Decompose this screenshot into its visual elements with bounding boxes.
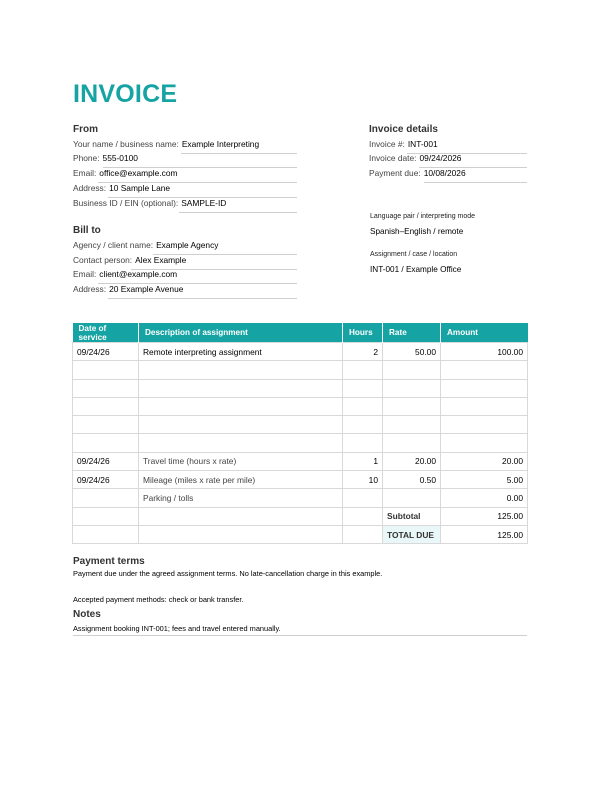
cell-rate[interactable]: 20.00 bbox=[383, 452, 441, 470]
field-value: client@example.com bbox=[99, 269, 178, 279]
field-value: Example Interpreting bbox=[181, 139, 260, 149]
cell-description[interactable] bbox=[139, 397, 343, 415]
cell-empty bbox=[139, 525, 343, 543]
total-row bbox=[73, 525, 528, 543]
cell-description[interactable] bbox=[139, 379, 343, 397]
field-underline bbox=[179, 212, 297, 213]
payment-terms-text[interactable]: Payment due under the agreed assignment terms. No late-cancellation charge in this example. bbox=[73, 569, 383, 578]
cell-date[interactable]: 09/24/26 bbox=[73, 452, 139, 470]
cell-amount[interactable]: 20.00 bbox=[441, 452, 528, 470]
subtotal-label: Subtotal bbox=[383, 507, 441, 525]
field-value: 10 Sample Lane bbox=[109, 183, 171, 193]
notes-heading: Notes bbox=[73, 609, 101, 620]
cell-description[interactable]: Mileage (miles x rate per mile) bbox=[139, 471, 343, 489]
cell-empty bbox=[343, 507, 383, 525]
field-value: Example Agency bbox=[156, 240, 219, 250]
field-value: 20 Example Avenue bbox=[109, 284, 184, 294]
payment-methods-text[interactable]: Accepted payment methods: check or bank transfer. bbox=[73, 595, 244, 604]
cell-hours[interactable]: 1 bbox=[343, 452, 383, 470]
cell-rate[interactable] bbox=[383, 416, 441, 434]
table-row bbox=[73, 416, 528, 434]
invoice-number-field[interactable] bbox=[369, 139, 438, 151]
notes-text[interactable]: Assignment booking INT-001; fees and travel entered manually. bbox=[73, 624, 527, 636]
total-due-value: 125.00 bbox=[441, 525, 528, 543]
field-value: 09/24/2026 bbox=[419, 153, 462, 163]
cell-empty bbox=[343, 525, 383, 543]
cell-rate[interactable]: 50.00 bbox=[383, 343, 441, 361]
cell-date[interactable]: 09/24/26 bbox=[73, 343, 139, 361]
cell-rate[interactable] bbox=[383, 434, 441, 452]
cell-rate[interactable] bbox=[383, 489, 441, 507]
cell-empty bbox=[73, 507, 139, 525]
cell-amount[interactable] bbox=[441, 361, 528, 379]
field-label: Address: bbox=[73, 284, 107, 294]
cell-hours[interactable] bbox=[343, 361, 383, 379]
header-date: Date of service bbox=[73, 323, 139, 343]
from-business-id-field[interactable] bbox=[73, 198, 226, 210]
cell-rate[interactable]: 0.50 bbox=[383, 471, 441, 489]
table-row bbox=[73, 343, 528, 361]
bill-to-agency-field[interactable] bbox=[73, 240, 218, 252]
bill-to-contact-field[interactable] bbox=[73, 255, 186, 267]
invoice-title: INVOICE bbox=[73, 80, 178, 108]
line-items-table bbox=[72, 323, 528, 544]
subtotal-value: 125.00 bbox=[441, 507, 528, 525]
field-label: Phone: bbox=[73, 153, 100, 163]
field-underline bbox=[424, 182, 527, 183]
table-row bbox=[73, 361, 528, 379]
cell-rate[interactable] bbox=[383, 379, 441, 397]
field-value: INT-001 bbox=[407, 139, 438, 149]
header-hours: Hours bbox=[343, 323, 383, 343]
assignment-value[interactable]: INT-001 / Example Office bbox=[370, 265, 462, 274]
cell-amount[interactable] bbox=[441, 397, 528, 415]
bill-to-email-field[interactable] bbox=[73, 269, 177, 281]
field-label: Email: bbox=[73, 269, 97, 279]
cell-description[interactable]: Parking / tolls bbox=[139, 489, 343, 507]
cell-date[interactable] bbox=[73, 397, 139, 415]
invoice-details-heading: Invoice details bbox=[369, 124, 438, 135]
field-label: Agency / client name: bbox=[73, 240, 154, 250]
cell-hours[interactable] bbox=[343, 379, 383, 397]
cell-description[interactable] bbox=[139, 434, 343, 452]
table-row bbox=[73, 471, 528, 489]
subtotal-row bbox=[73, 507, 528, 525]
cell-amount[interactable]: 5.00 bbox=[441, 471, 528, 489]
cell-date[interactable] bbox=[73, 379, 139, 397]
cell-amount[interactable]: 100.00 bbox=[441, 343, 528, 361]
cell-date[interactable] bbox=[73, 361, 139, 379]
field-value: 555-0100 bbox=[102, 153, 138, 163]
field-label: Address: bbox=[73, 183, 107, 193]
header-rate: Rate bbox=[383, 323, 441, 343]
cell-hours[interactable] bbox=[343, 489, 383, 507]
field-underline bbox=[108, 298, 297, 299]
cell-hours[interactable]: 10 bbox=[343, 471, 383, 489]
field-label: Contact person: bbox=[73, 255, 133, 265]
table-row bbox=[73, 434, 528, 452]
field-label: Invoice #: bbox=[369, 139, 405, 149]
cell-amount[interactable] bbox=[441, 434, 528, 452]
from-address-field[interactable] bbox=[73, 183, 170, 195]
cell-hours[interactable] bbox=[343, 416, 383, 434]
cell-date[interactable]: 09/24/26 bbox=[73, 471, 139, 489]
cell-empty bbox=[139, 507, 343, 525]
cell-date[interactable] bbox=[73, 489, 139, 507]
assignment-label: Assignment / case / location bbox=[370, 251, 458, 258]
from-name-field[interactable] bbox=[73, 139, 259, 151]
cell-hours[interactable] bbox=[343, 434, 383, 452]
field-label: Payment due: bbox=[369, 168, 421, 178]
cell-description[interactable] bbox=[139, 361, 343, 379]
bill-to-address-field[interactable] bbox=[73, 284, 183, 296]
cell-amount[interactable]: 0.00 bbox=[441, 489, 528, 507]
table-header-row bbox=[73, 323, 528, 343]
cell-rate[interactable] bbox=[383, 361, 441, 379]
table-row bbox=[73, 452, 528, 470]
cell-hours[interactable] bbox=[343, 397, 383, 415]
payment-due-field[interactable] bbox=[369, 168, 466, 180]
cell-description[interactable]: Travel time (hours x rate) bbox=[139, 452, 343, 470]
field-value: Alex Example bbox=[135, 255, 187, 265]
bill-to-heading: Bill to bbox=[73, 225, 101, 236]
cell-amount[interactable] bbox=[441, 379, 528, 397]
total-due-label: TOTAL DUE bbox=[383, 525, 441, 543]
cell-description[interactable]: Remote interpreting assignment bbox=[139, 343, 343, 361]
table-row bbox=[73, 489, 528, 507]
from-phone-field[interactable] bbox=[73, 153, 138, 165]
field-label: Email: bbox=[73, 168, 97, 178]
header-amount: Amount bbox=[441, 323, 528, 343]
cell-amount[interactable] bbox=[441, 416, 528, 434]
field-label: Invoice date: bbox=[369, 153, 417, 163]
field-value: office@example.com bbox=[99, 168, 178, 178]
cell-description[interactable] bbox=[139, 416, 343, 434]
header-description: Description of assignment bbox=[139, 323, 343, 343]
language-label: Language pair / interpreting mode bbox=[370, 213, 476, 220]
field-label: Business ID / EIN (optional): bbox=[73, 198, 179, 208]
field-value: 10/08/2026 bbox=[423, 168, 466, 178]
invoice-date-field[interactable] bbox=[369, 153, 461, 165]
from-email-field[interactable] bbox=[73, 168, 177, 180]
field-label: Your name / business name: bbox=[73, 139, 179, 149]
field-value: SAMPLE-ID bbox=[181, 198, 227, 208]
cell-rate[interactable] bbox=[383, 397, 441, 415]
table-row bbox=[73, 379, 528, 397]
field-underline bbox=[181, 153, 297, 154]
payment-terms-heading: Payment terms bbox=[73, 556, 145, 567]
cell-empty bbox=[73, 525, 139, 543]
cell-date[interactable] bbox=[73, 416, 139, 434]
table-row bbox=[73, 397, 528, 415]
language-value[interactable]: Spanish–English / remote bbox=[370, 227, 464, 236]
from-heading: From bbox=[73, 124, 98, 135]
cell-date[interactable] bbox=[73, 434, 139, 452]
cell-hours[interactable]: 2 bbox=[343, 343, 383, 361]
